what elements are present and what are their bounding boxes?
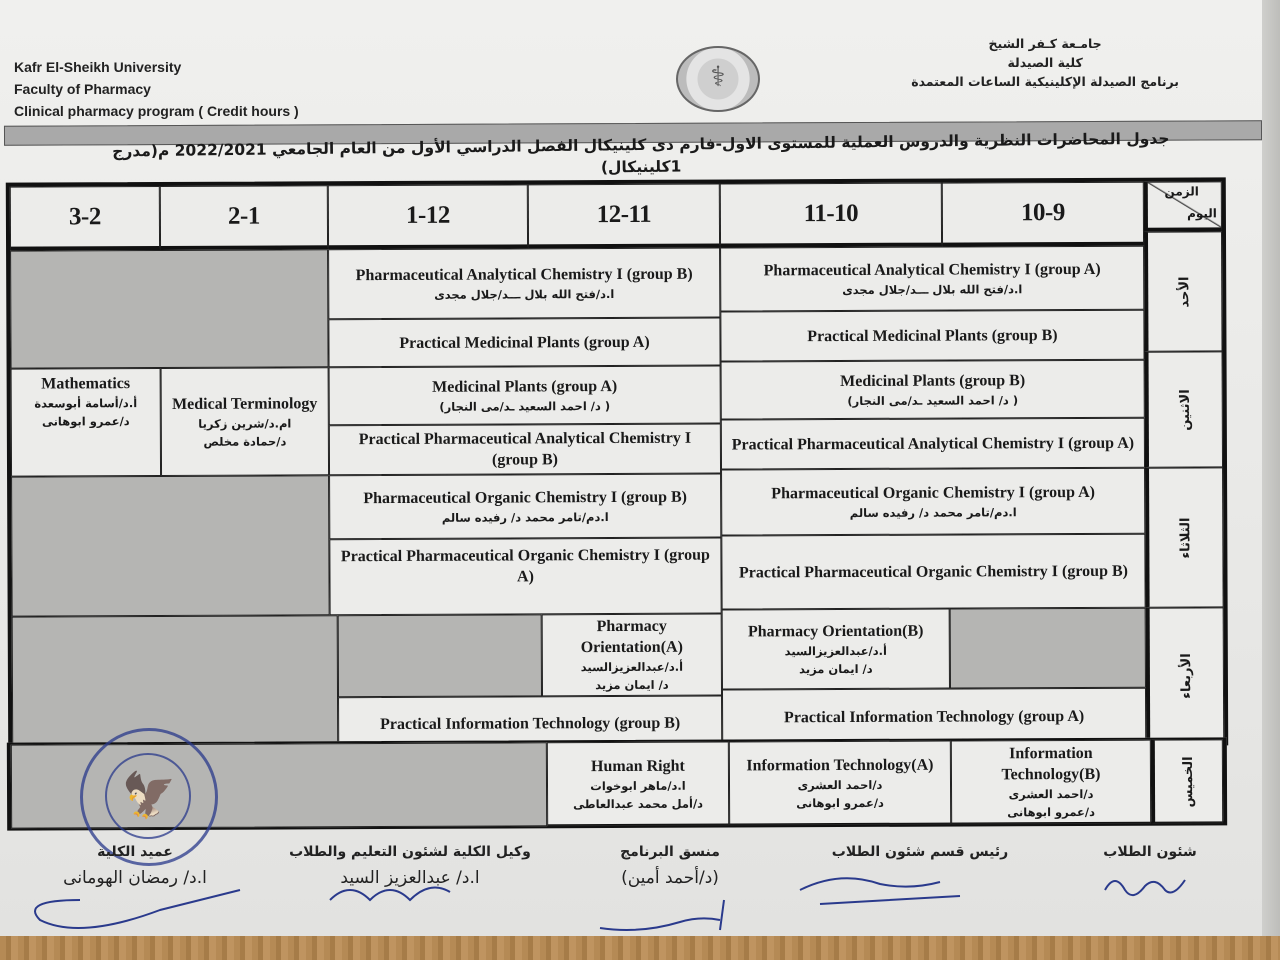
tuesday-practical-organic-chem-group-b: Practical Pharmaceutical Organic Chemistry I (group B): [721, 534, 1145, 610]
tuesday-organic-chem-group-a: Pharmaceutical Organic Chemistry I (group A) ا.دم/تامر محمد د/ رفيده سالم: [721, 468, 1145, 536]
wednesday-pharmacy-orientation-b: Pharmacy Orientation(B) أ.د/عبدالعزيزالسيد د/ ايمان مزيد: [722, 609, 950, 690]
faculty-logo-icon: ⚕: [676, 46, 760, 112]
sunday-analytical-chem-group-a: Pharmaceutical Analytical Chemistry I (group A) ا.د/فتح الله بلال ـــد/جلال مجدى: [720, 246, 1144, 312]
page-edge-shadow: [1262, 0, 1280, 960]
time-header-12-1: 1-12: [328, 184, 528, 249]
time-header-10-11: 11-10: [720, 183, 942, 248]
sunday-practical-medicinal-plants-group-a: Practical Medicinal Plants (group A): [328, 318, 720, 368]
header-english: [14, 56, 299, 122]
day-wednesday: الأربعاء: [1146, 607, 1225, 743]
faculty-name: Faculty of Pharmacy: [14, 81, 151, 97]
wednesday-pharmacy-orientation-a: Pharmacy Orientation(A) أ.د/عبدالعزيزالسيد د/ ايمان مزيد: [542, 614, 722, 697]
day-monday: الاثنين: [1145, 351, 1224, 467]
wednesday-empty-slot: [12, 615, 339, 752]
header-arabic: [911, 34, 1179, 91]
day-thursday: الخميس: [1151, 739, 1223, 823]
monday-medicinal-plants-group-a: Medicinal Plants (group A) ( د/ احمد السعيد ـد/مى النجار): [329, 366, 721, 426]
program-name-ar: برنامج الصيدلة الإكلينيكية الساعات المعتمدة: [911, 74, 1179, 89]
monday-practical-analytical-chem-group-b: Practical Pharmaceutical Analytical Chemistry I (group B): [329, 424, 721, 476]
day-label: اليوم: [1187, 206, 1217, 221]
time-header-1-2: 2-1: [160, 185, 328, 250]
sunday-practical-medicinal-plants-group-b: Practical Medicinal Plants (group B): [720, 310, 1144, 362]
signature-student-affairs: شئون الطلاب: [1103, 844, 1197, 860]
time-header-9-10: 10-9: [942, 182, 1144, 247]
time-header-2-3: 3-2: [10, 186, 160, 251]
university-name: Kafr El-Sheikh University: [14, 59, 182, 75]
monday-medical-terminology: Medical Terminology ام.د/شرين زكريا د/حمادة مخلص: [161, 367, 329, 476]
tuesday-empty-slot: [11, 475, 330, 616]
day-tuesday: الثلاثاء: [1145, 467, 1224, 607]
signature-student-affairs-head: رئيس قسم شئون الطلاب: [831, 844, 1009, 860]
signature-program-coordinator: منسق البرنامج (د/أحمد أمين): [620, 844, 720, 888]
time-label: الزمن: [1164, 184, 1199, 199]
wednesday-empty-12-1: [338, 614, 542, 697]
thursday-human-right: Human Right ا.د/ماهر ابوخوات د/أمل محمد عبدالعاطى: [547, 742, 729, 827]
faculty-name-ar: كلية الصيدلة: [1007, 55, 1083, 70]
sunday-empty-slot: [10, 249, 329, 368]
day-sunday: الأحد: [1144, 231, 1223, 351]
thursday-it-b: Information Technology(B) د/احمد العشرى د/عمرو ابوهانى: [951, 740, 1151, 825]
schedule-table: [6, 177, 1228, 750]
wednesday-practical-it-group-a: Practical Information Technology (group A): [722, 688, 1146, 746]
tuesday-practical-organic-chem-group-a: Practical Pharmaceutical Organic Chemistry I (group A): [329, 538, 721, 616]
university-name-ar: جامـعة كـفر الشيخ: [988, 36, 1102, 51]
handwritten-signatures-icon: [0, 860, 1280, 940]
sunday-analytical-chem-group-b: Pharmaceutical Analytical Chemistry I (group B) ا.د/فتح الله بلال ـــد/جلال مجدى: [328, 248, 720, 320]
eagle-seal-stamp-icon: 🦅: [80, 728, 218, 866]
monday-medicinal-plants-group-b: Medicinal Plants (group B) ( د/ احمد السعيد ـد/مى النجار): [721, 360, 1145, 420]
signature-vice-dean: وكيل الكلية لشئون التعليم والطلاب ا.د/ عبدالعزيز السيد: [289, 844, 531, 888]
signature-dean: عميد الكلية ا.د/ رمضان الهومانى: [63, 844, 207, 888]
wednesday-empty-9-10: [950, 608, 1146, 689]
monday-mathematics: Mathematics أ.د/أسامة أبوسعدة د/عمرو ابوهانى: [11, 368, 161, 477]
wooden-table-surface: [0, 936, 1280, 960]
monday-practical-analytical-chem-group-a: Practical Pharmaceutical Analytical Chemistry I (group A): [721, 418, 1145, 470]
corner-cell: [1144, 181, 1222, 231]
time-header-11-12: 12-11: [528, 184, 720, 249]
thursday-it-a: Information Technology(A) د/احمد العشرى د/عمرو ابوهانى: [729, 741, 951, 826]
tuesday-organic-chem-group-b: Pharmaceutical Organic Chemistry I (group B) ا.دم/تامر محمد د/ رفيده سالم: [329, 474, 721, 540]
schedule-title: جدول المحاضرات النظرية والدروس العملية للمستوى الاول-فارم دى كلينيكال الفصل الدراسي الأول من العام الجامعي 2022/2021 م(مدرج 1كلينيكال): [112, 129, 1170, 177]
wednesday-practical-it-group-b: Practical Information Technology (group B): [338, 696, 722, 752]
program-name: Clinical pharmacy program ( Credit hours ): [14, 103, 299, 119]
